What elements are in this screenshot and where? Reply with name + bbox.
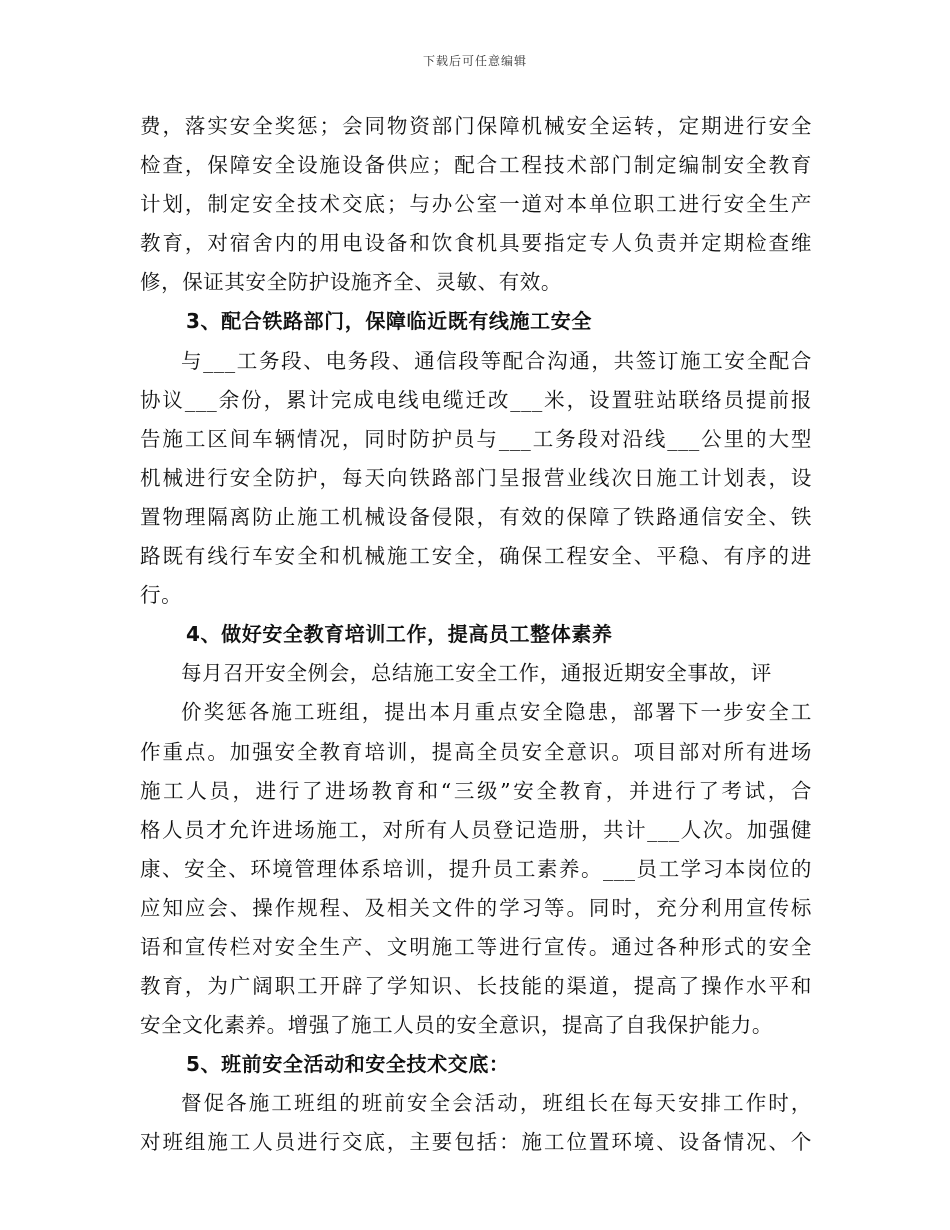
text-line: 应知应会、操作规程、及相关文件的学习等。同时，充分利用宣传标 bbox=[140, 895, 812, 920]
text-line: 教育，对宿舍内的用电设备和饮食机具要指定专人负责并定期检查维 bbox=[140, 231, 812, 256]
text-line: 与___工务段、电务段、通信段等配合沟通，共签订施工安全配合 bbox=[181, 348, 812, 373]
text-line: 协议___余份，累计完成电线电缆迁改___米，设置驻站联络员提前报 bbox=[140, 387, 812, 412]
text-line: 教育，为广阔职工开辟了学知识、长技能的渠道，提高了操作水平和 bbox=[140, 974, 812, 999]
text-line: 价奖惩各施工班组，提出本月重点安全隐患，部署下一步安全工 bbox=[181, 700, 812, 725]
text-line: 施工人员，进行了进场教育和“三级”安全教育，并进行了考试，合 bbox=[140, 778, 812, 803]
text-line: 格人员才允许进场施工，对所有人员登记造册，共计___人次。加强健 bbox=[140, 817, 812, 842]
text-line: 每月召开安全例会，总结施工安全工作，通报近期安全事故，评 bbox=[181, 661, 772, 686]
text-line: 督促各施工班组的班前安全会活动，班组长在每天安排工作时， bbox=[181, 1091, 812, 1116]
text-line: 计划，制定安全技术交底；与办公室一道对本单位职工进行安全生产 bbox=[140, 192, 812, 217]
section-heading: 3、配合铁路部门，保障临近既有线施工安全 bbox=[186, 309, 592, 334]
text-line: 作重点。加强安全教育培训，提高全员安全意识。项目部对所有进场 bbox=[140, 739, 812, 764]
section-heading: 5、班前安全活动和安全技术交底： bbox=[186, 1052, 510, 1077]
text-line: 告施工区间车辆情况，同时防护员与___工务段对沿线___公里的大型 bbox=[140, 426, 812, 451]
page-header: 下载后可任意编辑 bbox=[422, 54, 527, 68]
text-line: 路既有线行车安全和机械施工安全，确保工程安全、平稳、有序的进 bbox=[140, 544, 812, 569]
document-body bbox=[140, 107, 812, 1163]
section-heading: 4、做好安全教育培训工作，提高员工整体素养 bbox=[186, 622, 613, 647]
text-line: 检查，保障安全设施设备供应；配合工程技术部门制定编制安全教育 bbox=[140, 153, 812, 178]
text-line: 修，保证其安全防护设施齐全、灵敏、有效。 bbox=[140, 270, 562, 295]
text-line: 康、安全、环境管理体系培训，提升员工素养。___员工学习本岗位的 bbox=[140, 856, 812, 881]
text-line: 语和宣传栏对安全生产、文明施工等进行宣传。通过各种形式的安全 bbox=[140, 934, 812, 959]
text-line: 对班组施工人员进行交底，主要包括：施工位置环境、设备情况、个 bbox=[140, 1130, 812, 1155]
text-line: 机械进行安全防护，每天向铁路部门呈报营业线次日施工计划表，设 bbox=[140, 465, 812, 490]
text-line: 置物理隔离防止施工机械设备侵限，有效的保障了铁路通信安全、铁 bbox=[140, 504, 812, 529]
text-line: 安全文化素养。增强了施工人员的安全意识，提高了自我保护能力。 bbox=[140, 1013, 773, 1038]
text-line: 行。 bbox=[140, 583, 183, 608]
text-line: 费，落实安全奖惩；会同物资部门保障机械安全运转，定期进行安全 bbox=[140, 114, 812, 138]
